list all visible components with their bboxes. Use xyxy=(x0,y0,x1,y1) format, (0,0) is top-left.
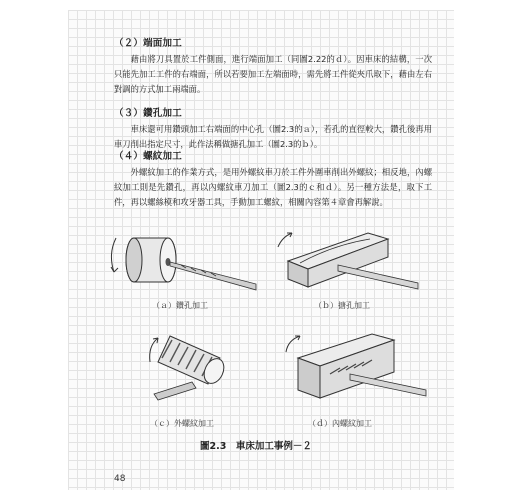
external-threading-illustration xyxy=(148,328,268,408)
caption-drilling: （ａ）鑽孔加工 xyxy=(152,301,208,310)
heading-threading: （４）螺紋加工 xyxy=(114,151,182,162)
book-page xyxy=(68,10,454,490)
paragraph-face-machining: 藉由將刀具置於工件側面，進行端面加工（同圖2.22的ｄ）。因車床的結構，一次只能先加工工件的右端面，所以若要加工左端面時，需先將工件從夾爪取下，藉由左右對調的方式加工兩端面。 xyxy=(114,54,432,94)
paragraph-drilling: 車床還可用鑽頭加工右端面的中心孔（圖2.3的ａ），若孔的直徑較大，鑽孔後再用車刀削出指定尺寸，此作法稱做搪孔加工（圖2.3的ｂ）。 xyxy=(114,124,432,149)
page-number: 48 xyxy=(114,474,126,484)
boring-illustration xyxy=(278,225,428,295)
caption-external-threading: （ｃ）外螺紋加工 xyxy=(150,419,214,428)
drilling-illustration xyxy=(106,232,266,292)
caption-boring: （ｂ）搪孔加工 xyxy=(314,301,370,310)
heading-drilling: （３）鑽孔加工 xyxy=(114,108,182,119)
figure-title: 圖2.3 車床加工事例－２ xyxy=(200,441,312,452)
internal-threading-illustration xyxy=(280,328,430,408)
caption-internal-threading: （ｄ）內螺紋加工 xyxy=(308,419,372,428)
paragraph-threading: 外螺紋加工的作業方式，是用外螺紋車刀於工件外圍車削出外螺紋；相反地，內螺紋加工則是先鑽孔，再以內螺紋車刀加工（圖2.3的ｃ和ｄ）。另一種方法是，取下工件，再以螺絲模和攻牙器工具，手動加工螺紋，相關內容第４章會再解說。 xyxy=(114,167,432,207)
heading-face-machining: （２）端面加工 xyxy=(114,38,182,49)
